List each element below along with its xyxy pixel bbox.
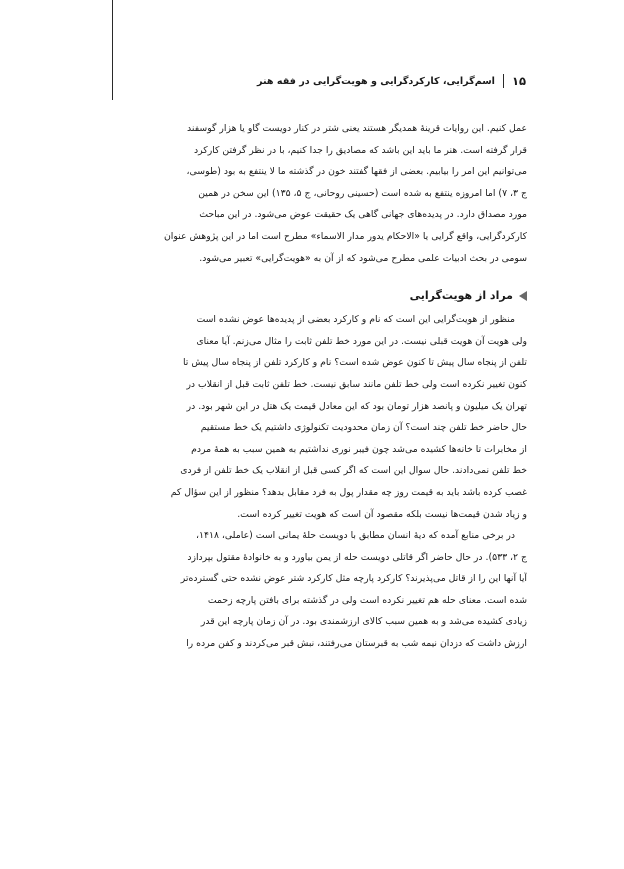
header-separator	[503, 74, 504, 88]
text-line: حال حاضر خط تلفن چند است؟ آن زمان محدودیت تکنولوژی داشتیم یک خط مستقیم	[200, 422, 527, 434]
text-line: غصب کرده باشد باید به قیمت روز چه مقدار پول به فرد مقابل بدهد؟ منظور از این سؤال کم	[170, 486, 527, 498]
text-line: در برخی منابع آمده که دیهٔ انسان مطابق با دویست حلهٔ یمانی است (عاملی، ۱۴۱۸،	[195, 530, 515, 542]
text-line: زیادی کشیده می‌شد و به همین سبب کالای ارزشمندی بود. در آن زمان پارچه این قدر	[200, 616, 527, 628]
text-line: عمل کنیم. این روایات قرینهٔ همدیگر هستند یعنی شتر در کنار دویست گاو یا هزار گوسفند	[187, 123, 527, 134]
text-line: ج ۳، ۷) اما امروزه ینتفع به شده است (حسینی روحانی، ج ۵، ۱۳۵) این سخن در همین	[198, 187, 527, 199]
text-line: خط تلفن نمی‌دادند. حال سوال این است که اگر کسی قبل از انقلاب یک خط تلفن از فردی	[180, 465, 527, 477]
text-line: کنون تغییر نکرده است ولی خط تلفن مانند سابق نیست. خط تلفن ثابت قبل از انقلاب در	[186, 378, 527, 390]
triangle-bullet-icon	[519, 291, 527, 301]
text-line: ارزش داشت که دزدان نیمه شب به قبرستان می‌رفتند، نبش قبر می‌کردند و کفن مرده را	[186, 638, 527, 650]
margin-rule	[112, 0, 113, 100]
page-number: ۱۵	[511, 74, 526, 88]
text-line: تلفن از پنجاه سال پیش تا کنون عوض شده است؟ نام و کارکرد تلفن از پنجاه سال پیش تا	[182, 357, 527, 369]
paragraph-1	[122, 118, 527, 269]
text-line: و زیاد شدن قیمت‌ها نیست بلکه مقصود آن است که هویت تغییر کرده است.	[237, 508, 527, 520]
text-line: منظور از هویت‌گرایی این است که نام و کارکرد بعضی از پدیده‌ها عوض نشده است	[196, 314, 515, 326]
text-line: کارکردگرایی، واقع گرایی یا «الاحکام یدور مدار الاسماء» مطرح است اما در این پژوهش عنوان	[163, 230, 527, 242]
text-line: از مخابرات تا خانه‌ها کشیده می‌شد چون فیبر نوری نداشتیم به همین سبب به همهٔ مردم	[191, 443, 527, 455]
text-line: می‌توانیم این امر را بیابیم. بعضی از فقها گفتند خون در گذشته ما لا ینتفع به بود (طوسی،	[186, 166, 527, 178]
text-line: ج ۲، ۵۳۳). در حال حاضر اگر قاتلی دویست حله از یمن بیاورد و به خانوادهٔ مقتول بپردازد	[187, 551, 527, 563]
running-title: اسم‌گرایی، کارکردگرایی و هویت‌گرایی در فقه هنر	[257, 75, 495, 87]
text-line: ولی هویت آن هویت قبلی نیست. در این مورد خط تلفن ثابت را مثال می‌زنم. آیا معنای	[196, 335, 527, 347]
text-line: سومی در بحث ادبیات علمی مطرح می‌شود که از آن به «هویت‌گرایی» تعبیر می‌شود.	[199, 252, 527, 264]
page-body	[122, 118, 527, 655]
text-line: قرار گرفته است. هنر ما باید این باشد که مصادیق را جدا کنیم، با در نظر گرفتن کارکرد	[194, 144, 527, 156]
paragraph-3	[122, 525, 527, 655]
text-line: مورد مصداق دارد. در پدیده‌های جهانی گاهی یک حقیقت عوض می‌شود. در این مباحث	[199, 209, 527, 221]
text-line: شده است. معنای حله هم تغییر نکرده است ولی در گذشته برای بافتن پارچه زحمت	[207, 594, 527, 606]
text-line: آیا آنها این را از قاتل می‌پذیرند؟ کارکرد پارچه مثل کارکرد شتر عوض نشده حتی گسترده‌تر	[180, 573, 527, 585]
text-line: تهران یک میلیون و پانصد هزار تومان بود که این معادل قیمت یک هتل در این شهر بود. در	[186, 400, 527, 412]
section-heading	[122, 286, 527, 306]
paragraph-2	[122, 309, 527, 525]
section-heading-text: مراد از هویت‌گرایی	[409, 289, 513, 303]
running-head	[120, 74, 526, 88]
